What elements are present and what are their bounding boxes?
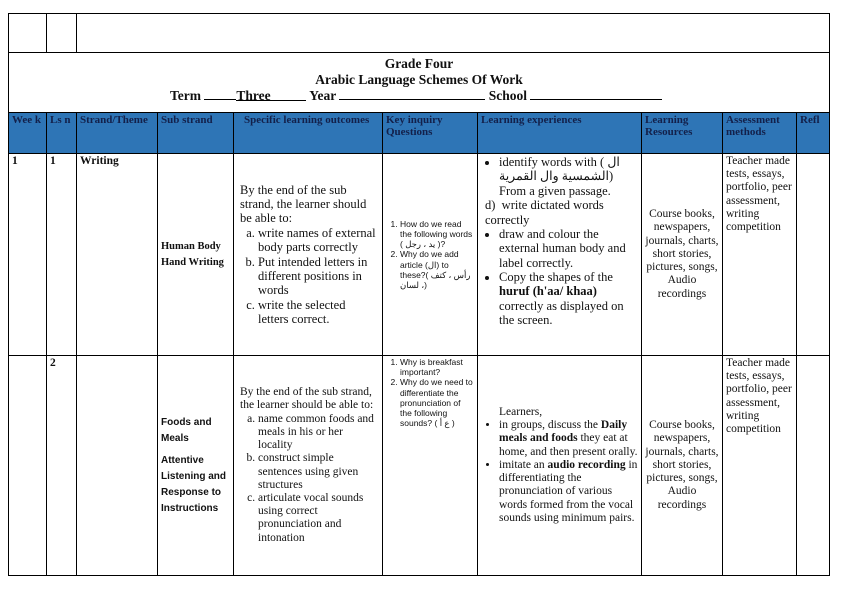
blank-cell — [9, 14, 47, 53]
blank-cell — [77, 14, 830, 53]
header-lesson: Ls n — [47, 113, 77, 154]
sub-strand-item: Attentive Listening and Response to Instructions — [161, 454, 226, 514]
sub-strand-cell — [158, 356, 234, 576]
experience-item: • draw and colour the external human body and label correctly. — [499, 227, 638, 270]
assessment-cell: Teacher made tests, essays, portfolio, peer assessment, writing competition — [723, 154, 797, 356]
experience-item: • in groups, discuss the Daily meals and foods they eat at home, and then present orally. — [499, 419, 638, 459]
outcome-item: a. name common foods and meals in his or her locality — [258, 413, 379, 453]
reflection-cell — [797, 356, 830, 576]
experiences-cell — [478, 356, 642, 576]
week-cell — [9, 356, 47, 576]
lesson-cell: 2 — [47, 356, 77, 576]
week-cell: 1 — [9, 154, 47, 356]
question-item: 1. Why is breakfast important? — [400, 357, 474, 377]
question-item: 2. Why do we add article (ال) to these?( رأس ، كتف ، لسان) — [400, 249, 474, 290]
blank-cell — [47, 14, 77, 53]
table-row — [9, 154, 830, 356]
sub-strand-item: Human Body — [161, 240, 221, 252]
questions-cell — [383, 356, 478, 576]
experiences-cell: • identify words with ( ال الشمسية وال القمرية) From a given passage. d) write dictated words correctly • draw and colour the external human body and label correctly. • Copy the shapes of the huruf (h'aa/ khaa) correctly as displayed on the screen. — [478, 154, 642, 356]
outcome-item: a. write names of external body parts correctly — [258, 226, 379, 255]
header-week: Wee k — [9, 113, 47, 154]
outcome-item: b. Put intended letters in different positions in words — [258, 255, 379, 298]
question-item: 2. Why do we need to differentiate the pronunciation of the following sounds? ( ع أ ) — [400, 377, 474, 428]
sub-strand-cell — [158, 154, 234, 356]
strand-cell: Writing — [77, 154, 158, 356]
year-label: Year — [309, 88, 336, 104]
experience-item: • identify words with ( ال الشمسية وال القمرية) From a given passage. — [499, 155, 638, 198]
header-resources: Learning Resources — [642, 113, 723, 154]
subject-title: Arabic Language Schemes Of Work — [315, 71, 523, 87]
table-row — [9, 356, 830, 576]
outcome-item: b. construct simple sentences using given structures — [258, 452, 379, 492]
experience-item: • imitate an audio recording in differentiating the pronunciation of various words formed from the vocal sounds using minimum pairs. — [499, 459, 638, 525]
question-item: 1. How do we read the following words ( يد ، رجل )? — [400, 219, 474, 250]
header-questions: Key inquiry Questions — [383, 113, 478, 154]
experience-item: write dictated words correctly — [485, 198, 604, 227]
header-strand: Strand/Theme — [77, 113, 158, 154]
experiences-intro: Learners, — [499, 406, 543, 419]
header-sub-strand: Sub strand — [158, 113, 234, 154]
outcomes-cell — [234, 154, 383, 356]
header-outcomes: Specific learning outcomes — [234, 113, 383, 154]
assessment-cell: Teacher made tests, essays, portfolio, peer assessment, writing competition — [723, 356, 797, 576]
term-label: Term — [170, 88, 201, 104]
outcomes-intro: By the end of the sub strand, the learner should be able to: — [240, 386, 374, 412]
lesson-cell: 1 — [47, 154, 77, 356]
resources-cell: Course books, newspapers, journals, charts, short stories, pictures, songs, Audio recordings — [642, 154, 723, 356]
header-reflection: Refl — [797, 113, 830, 154]
strand-cell — [77, 356, 158, 576]
resources-cell: Course books, newspapers, journals, charts, short stories, pictures, songs, Audio recordings — [642, 356, 723, 576]
scheme-of-work-table — [8, 13, 830, 576]
grade-title: Grade Four — [384, 56, 454, 71]
school-label: School — [488, 88, 528, 104]
outcomes-intro: By the end of the sub strand, the learner should be able to: — [240, 182, 367, 226]
outcomes-cell — [234, 356, 383, 576]
outcome-item: c. articulate vocal sounds using correct pronunciation and intonation — [258, 492, 379, 545]
header-experiences: Learning experiences — [478, 113, 642, 154]
outcome-item: c. write the selected letters correct. — [258, 298, 379, 327]
document-title — [9, 53, 830, 113]
sub-strand-item: Hand Writing — [161, 256, 224, 268]
term-value: Three — [236, 88, 306, 101]
header-assessment: Assessment methods — [723, 113, 797, 154]
reflection-cell — [797, 154, 830, 356]
questions-cell — [383, 154, 478, 356]
experience-item: • Copy the shapes of the huruf (h'aa/ khaa) correctly as displayed on the screen. — [499, 270, 638, 328]
sub-strand-item: Foods and Meals — [161, 416, 212, 444]
